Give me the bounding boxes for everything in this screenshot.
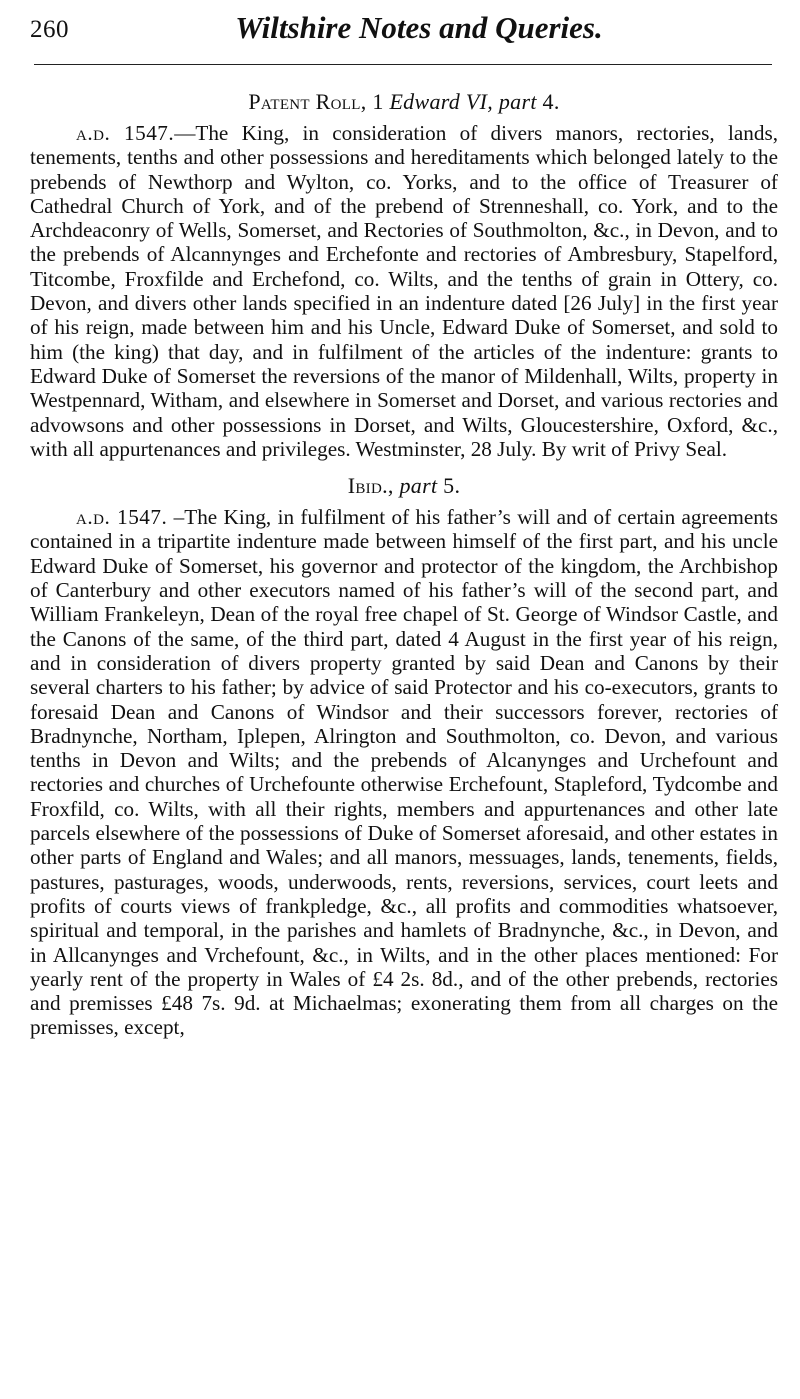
section-heading-patent-roll: Patent Roll, 1 Edward VI, part 4. (248, 89, 560, 114)
entry-date: a.d. 1547. (76, 121, 175, 145)
section-heading-ibid: Ibid., part 5. (347, 473, 461, 499)
entry-paragraph (30, 505, 778, 1040)
running-head (30, 0, 778, 52)
page-number: 260 (30, 16, 69, 43)
entry-body: —The King, in consideration of divers manors, rectories, lands, tenements, tenths and other possessions and hereditaments which belonged lately to the prebends of Newthorp and Wylton, co. Yorks, and to the office of Treasurer of Cathedral Church of York, and of the prebend of Strenneshall, co. York, and to the Archdeaconry of Wells, Somerset, and Rectories of Southmolton, &c., in Devon, and to the prebends of Alcannynges and Erchefonte and rectories of Ambresbury, Stapelford, Titcombe, Froxfilde and Erchefond, co. Wilts, and the tenths of grain in Ottery, co. Devon, and divers other lands specified in an indenture dated [26 July] in the first year of his reign, made between him and his Uncle, Edward Duke of Somerset, and sold to him (the king) that day, and in fulfilment of the articles of the indenture: grants to Edward Duke of Somerset the reversions of the manor of Mildenhall, Wilts, property in Westpennard, Witham, and elsewhere in Somerset and Dorset, and various rectories and advowsons and other possessions in Dorset, and Wilts, Gloucestershire, Oxford, &c., with all appurtenances and privileges. Westminster, 28 July. By writ of Privy Seal. (30, 121, 778, 461)
entry-date: a.d. 1547. (76, 505, 168, 530)
entry-body: –The King, in fulfilment of his father’s will and of certain agreements contained in a tripartite indenture made between himself of the first part, and his uncle Edward Duke of Somerset, his governor and protector of the kingdom, the Archbishop of Canterbury and other executors named of his father’s will of the second part, and William Frankeleyn, Dean of the royal free chapel of St. George of Windsor Castle, and the Canons of the same, of the third part, dated 4 August in the first year of his reign, and in consideration of divers property granted by said Dean and Canons by their several charters to his father; by advice of said Protector and his co-executors, grants to foresaid Dean and Canons of Windsor and their successors forever, rectories of Bradnynche, Northam, Iplepen, Alrington and Southmolton, co. Devon, and various tenths in Devon and Wilts; and the prebends of Alcanynges and Urchefount and rectories and churches of Urchefounte otherwise Erchefount, Stapleford, Tydcombe and Froxfild, co. Wilts, with all their rights, members and appurtenances and other late parcels elsewhere of the possessions of Duke of Somerset aforesaid, and other estates in other parts of England and Wales; and all manors, messuages, lands, tenements, fields, pastures, pasturages, woods, underwoods, rents, reversions, services, court leets and profits of courts views of frankpledge, &c., all profits and commodities whatsoever, spiritual and temporal, in the parishes and hamlets of Bradnynche, &c., in Devon, and in Allcanynges and Vrchefount, &c., in Wilts, and in the other places mentioned: For yearly rent of the property in Wales of £4 2s. 8d., and of the other prebends, rectories and premisses £48 7s. 9d. at Michaelmas; exonerating them from all charges on the premisses, except, (30, 505, 778, 1040)
header-rule (34, 64, 772, 65)
journal-title: Wiltshire Notes and Queries. (235, 10, 603, 45)
entry-paragraph (30, 121, 778, 461)
